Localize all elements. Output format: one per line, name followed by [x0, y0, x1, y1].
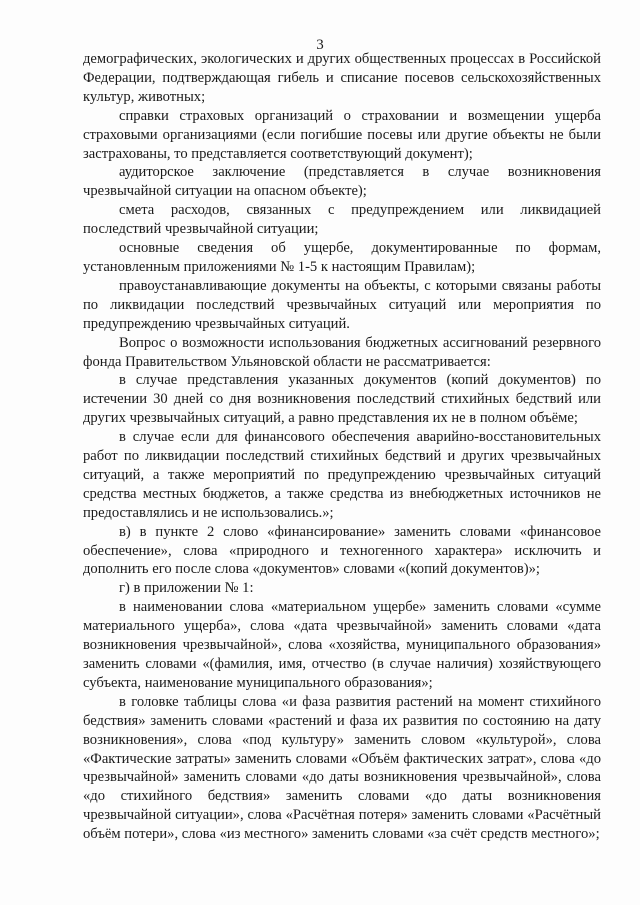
page-number: 3 [316, 37, 324, 53]
paragraph-damage-info: основные сведения об ущербе, документированные по формам, установленным приложениями № 1-5 к настоящим Правилам); [83, 240, 601, 275]
paragraph-reserve-fund-question: Вопрос о возможности использования бюджетных ассигнований резервного фонда Правительством Ульяновской области не рассматривается: [83, 334, 601, 370]
paragraph-item-g: г) в приложении № 1: [119, 580, 254, 597]
paragraph-title-changes: в наименовании слова «материальном ущербе» заменить словами «сумме материального ущерба», слова «дата чрезвычайной» заменить словами «дата возникновения чрезвычайной», слова «хозяйства, муниципального образования» заменить словами «(фамилия, имя, отчество (в случае наличия) хозяйствующего субъекта, наименование муниципального образования»; [83, 599, 601, 691]
paragraph-title-documents: правоустанавливающие документы на объекты, с которыми связаны работы по ликвидации последствий чрезвычайных ситуаций или мероприятия по предупреждению чрезвычайных ситуаций. [83, 277, 601, 332]
paragraph-local-budget: в случае если для финансового обеспечения аварийно-восстановительных работ по ликвидации последствий стихийных бедствий и других чрезвычайных ситуаций, а также мероприятий по предупреждению чрезвычайных ситуаций средства местных бюджетов, а также средства из внебюджетных источников не предоставлялись и не использовались.»; [83, 429, 601, 521]
paragraph-table-header-changes: в головке таблицы слова «и фаза развития растений на момент стихийного бедствия» заменить словами «растений и фаза их развития по состоянию на дату возникновения», слова «под культуру» заменить словом «культурой», слова «Фактические затраты» заменить словами «Объём фактических затрат», слова «до чрезвычайной» заменить словами «до даты возникновения чрезвычайной», слова «до стихийного бедствия» заменить словами «до даты возникновения чрезвычайной ситуации», слова «Расчётная потеря» заменить словами «Расчётный объём потери», слова «из местного» заменить словами «за счёт средств местного»; [83, 693, 601, 843]
document-body [83, 50, 601, 844]
paragraph-late-submission: в случае представления указанных документов (копий документов) по истечении 30 дней со дня возникновения последствий стихийных бедствий или других чрезвычайных ситуаций, а равно представления их не в полном объёме; [83, 372, 601, 427]
paragraph-cost-estimate: смета расходов, связанных с предупреждением или ликвидацией последствий чрезвычайной ситуации; [83, 202, 601, 238]
paragraph-insurance-certificates: справки страховых организаций о страховании и возмещении ущерба страховыми организациями (если погибшие посевы или другие объекты не были застрахованы, то представляется соответствующий документ); [83, 107, 601, 162]
paragraph-item-v: в) в пункте 2 слово «финансирование» заменить словами «финансовое обеспечение», слова «природного и техногенного характера» исключить и дополнить его после слова «документов» словами «(копий документов)»; [83, 523, 601, 578]
paragraph-audit-report: аудиторское заключение (представляется в случае возникновения чрезвычайной ситуации на опасном объекте); [83, 164, 601, 200]
paragraph-continuation: демографических, экологических и других общественных процессах в Российской Федерации, подтверждающая гибель и списание посевов сельскохозяйственных культур, животных; [83, 51, 601, 105]
